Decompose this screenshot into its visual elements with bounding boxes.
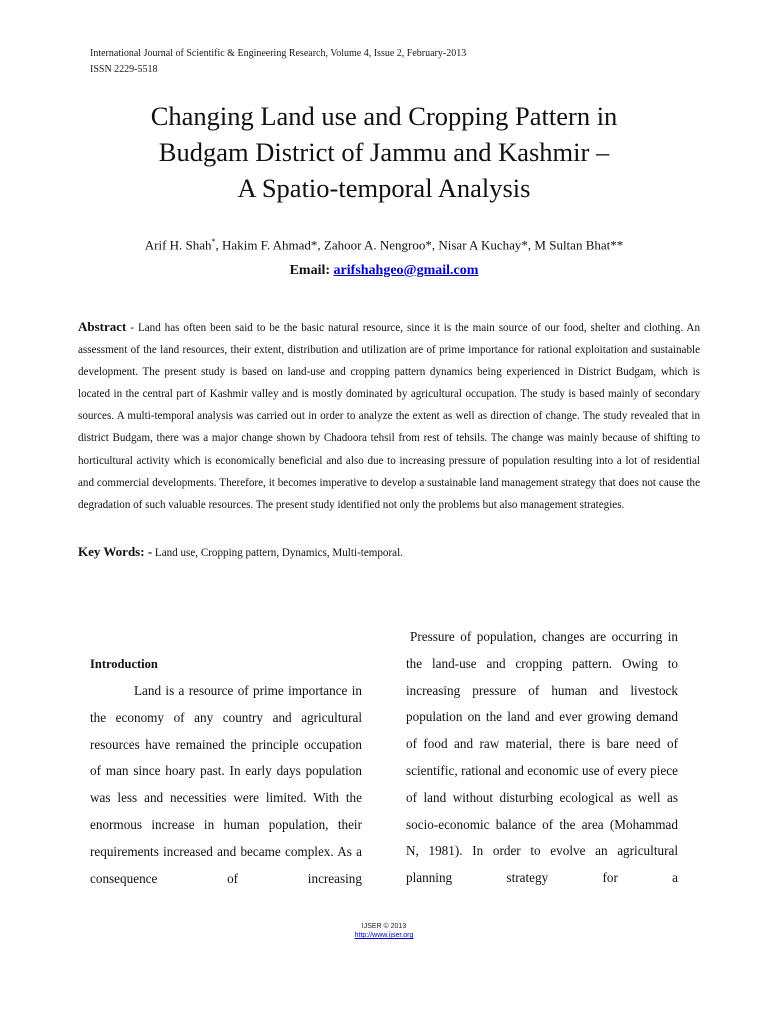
issn: ISSN 2229-5518 [90,64,158,75]
paper-title [60,98,708,206]
title-line-2: Budgam District of Jammu and Kashmir – [158,137,610,167]
author-list [0,237,768,253]
section-heading-introduction: Introduction [90,657,158,671]
first-author: Arif H. Shah [144,237,212,253]
keywords-label: Key Words: - [78,544,153,559]
title-line-3: A Spatio-temporal Analysis [237,173,531,203]
email-link[interactable]: arifshahgeo@gmail.com [333,263,479,278]
first-author-mark: * [211,237,216,246]
page-footer [0,922,768,940]
contact-email [0,263,768,279]
keywords [78,541,700,564]
copyright: IJSER © 2013 [361,923,407,930]
title-line-1: Changing Land use and Cropping Pattern in [150,101,618,131]
introduction-paragraph: Land is a resource of prime importance in the economy of any country and agricultural resources have remained the principle occupation of man since hoary past. In early days population was less and necessities were limited. With the enormous increase in human population, their requirements increased and became complex. As a consequence of increasing [90,683,362,886]
introduction-paragraph-continued: Pressure of population, changes are occurring in the land-use and cropping pattern. Owing to increasing pressure of human and livestock population on the land and ever growing demand of food and raw material, there is bare need of scientific, rational and economic use of every piece of land without disturbing ecological as well as socio-economic balance of the area (Mohammad N, 1981). In order to evolve an agricultural planning strategy for a [406,629,678,886]
journal-citation: International Journal of Scientific & Engineering Research, Volume 4, Issue 2, February-2013 [90,48,467,59]
body-column-left [90,678,362,892]
abstract-text: - Land has often been said to be the basic natural resource, since it is the main source of our food, shelter and clothing. An assessment of the land resources, their extent, distribution and utilization are of prime importance for rational exploitation and sustainable development. The present study is based on land-use and cropping pattern dynamics being experienced in District Budgam, which is located in the central part of Kashmir valley and is mostly dominated by agricultural occupation. The study is based mainly of secondary sources. A multi-temporal analysis was carried out in order to analyze the extent as well as direction of change. The study revealed that in district Budgam, there was a major change shown by Chadoora tehsil from rest of tehsils. The change was mainly because of shifting to horticultural activity which is economically beneficial and also due to increasing pressure of population resulting into a lot of residential and commercial developments. Therefore, it becomes imperative to develop a sustainable land management strategy that does not cause the degradation of such valuable resources. The present study identified not only the problems but also management strategies. [78,322,700,511]
abstract-label: Abstract [78,319,127,334]
email-label: Email: [289,263,331,278]
body-column-right [406,624,678,892]
abstract [78,316,700,516]
keywords-text: Land use, Cropping pattern, Dynamics, Multi-temporal. [152,547,403,559]
journal-header [90,46,466,78]
journal-url-link[interactable]: http://www.ijser.org [354,932,414,939]
other-authors: , Hakim F. Ahmad*, Zahoor A. Nengroo*, Nisar A Kuchay*, M Sultan Bhat** [215,237,624,253]
